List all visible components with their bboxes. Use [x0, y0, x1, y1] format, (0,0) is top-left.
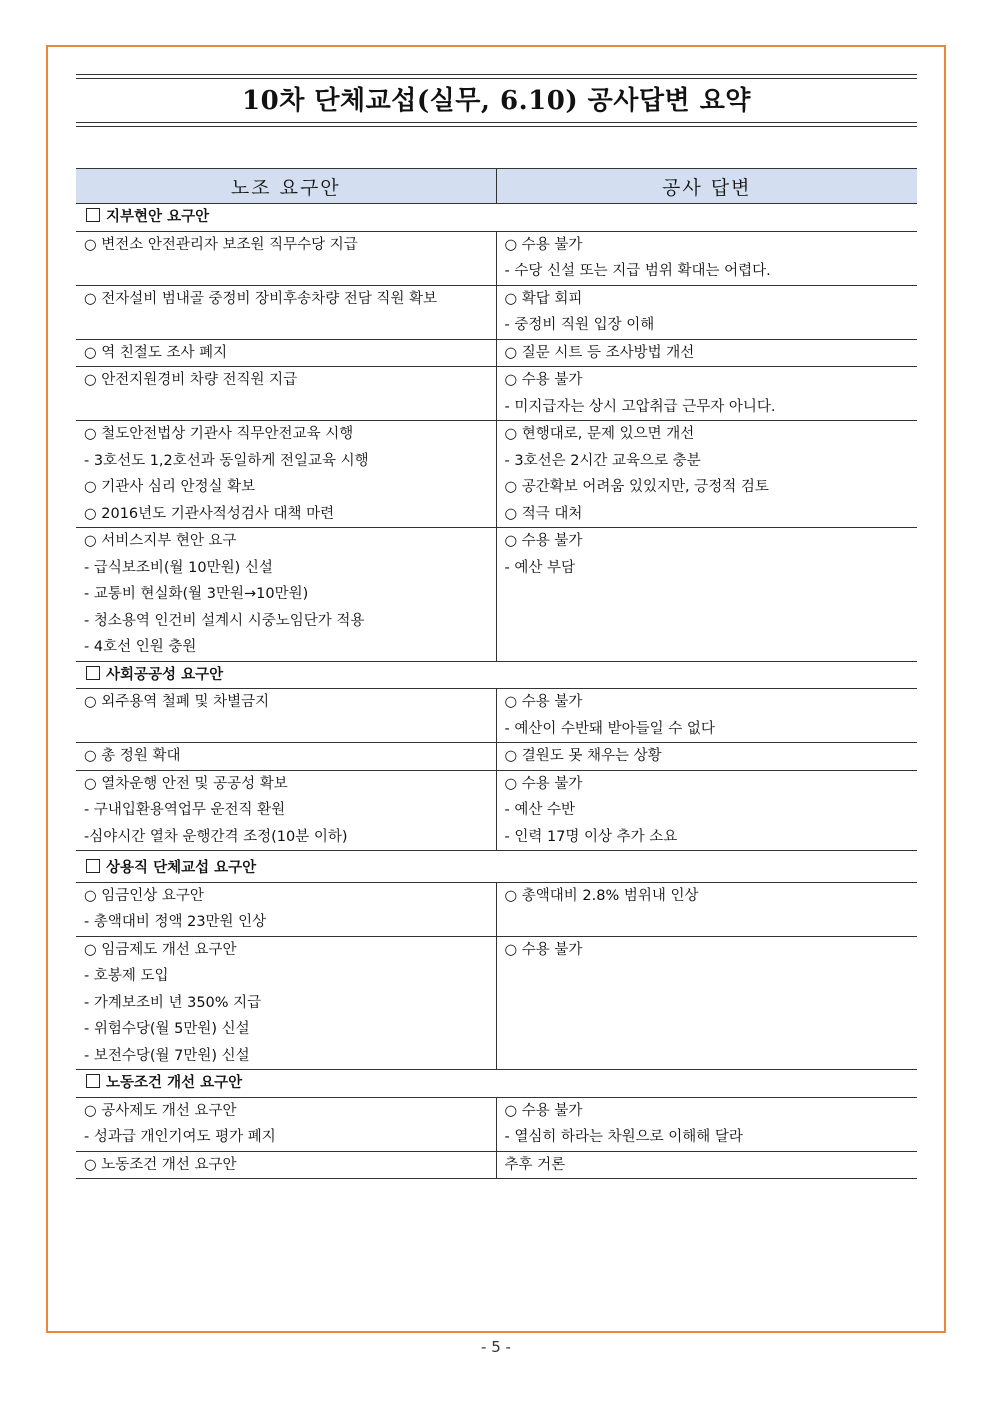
page-title: 10차 단체교섭(실무, 6.10) 공사답변 요약: [242, 86, 751, 116]
header-union-demands: 노조 요구안: [76, 169, 496, 204]
title-rule: [76, 74, 917, 75]
answer-line: - 예산 수반: [504, 802, 575, 818]
answer-cell: [496, 285, 917, 339]
answer-line: ○ 수용 불가: [504, 941, 583, 958]
demand-line: ○ 철도안전법상 기관사 직무안전교육 시행: [84, 426, 354, 442]
answer-cell: [496, 339, 917, 367]
demand-cell: [76, 770, 496, 851]
demand-line: ○ 외주용역 철폐 및 차별금지: [84, 694, 270, 710]
table-row: [76, 1151, 917, 1179]
answer-cell: [496, 743, 917, 771]
demand-line: ○ 기관사 심리 안정실 확보: [84, 479, 256, 495]
demand-cell: [76, 1151, 496, 1179]
answer-cell: [496, 1151, 917, 1179]
answer-line: ○ 적극 대처: [504, 505, 583, 522]
answer-cell: [496, 1097, 917, 1151]
demand-line: - 구내입환용역업무 운전직 환원: [84, 802, 286, 818]
answer-line: ○ 수용 불가: [504, 236, 583, 253]
demand-cell: [76, 421, 496, 528]
demand-line: - 급식보조비(월 10만원) 신설: [84, 559, 273, 576]
demand-line: - 위험수당(월 5만원) 신설: [84, 1021, 250, 1037]
demand-line: ○ 열차운행 안전 및 공공성 확보: [84, 775, 288, 792]
table-row: [76, 421, 917, 528]
answer-line: ○ 수용 불가: [504, 694, 583, 710]
title-rule: [76, 78, 917, 79]
table-row: [76, 743, 917, 771]
demand-line: ○ 공사제도 개선 요구안: [84, 1102, 237, 1119]
table-row: [76, 231, 917, 285]
section-heading-text: 노동조건 개선 요구안: [106, 1075, 243, 1091]
demand-cell: [76, 367, 496, 421]
demand-cell: [76, 936, 496, 1070]
answer-line: ○ 현행대로, 문제 있으면 개선: [504, 426, 695, 442]
table-row: [76, 882, 917, 936]
demand-line: - 가계보조비 년 350% 지급: [84, 994, 262, 1011]
demand-cell: [76, 882, 496, 936]
answer-line: ○ 수용 불가: [504, 533, 583, 549]
table-row: [76, 339, 917, 367]
answer-line: - 3호선은 2시간 교육으로 충분: [504, 452, 701, 469]
answer-cell: [496, 770, 917, 851]
demand-line: - 교통비 현실화(월 3만원→10만원): [84, 586, 309, 602]
answer-line: ○ 확답 회피: [504, 290, 583, 307]
table-row: [76, 528, 917, 662]
summary-table-container: [76, 168, 917, 1179]
section-heading-text: 지부현안 요구안: [106, 209, 210, 225]
answer-line: - 중정비 직원 입장 이해: [504, 317, 655, 333]
answer-line: - 수당 신설 또는 지급 범위 확대는 어렵다.: [504, 263, 771, 279]
checkbox-square-icon: [86, 859, 100, 873]
answer-cell: [496, 231, 917, 285]
header-company-answer: 공사 답변: [496, 169, 917, 204]
table-body: [76, 204, 917, 1179]
table-row: [76, 770, 917, 851]
section-heading-text: 상용직 단체교섭 요구안: [106, 860, 257, 876]
demand-line: ○ 임금제도 개선 요구안: [84, 941, 237, 958]
checkbox-square-icon: [86, 208, 100, 222]
section-heading: [76, 204, 917, 232]
demand-cell: [76, 689, 496, 743]
demand-line: ○ 임금인상 요구안: [84, 887, 204, 904]
demand-line: - 3호선도 1,2호선과 동일하게 전일교육 시행: [84, 452, 369, 469]
answer-cell: [496, 367, 917, 421]
section-heading-row: [76, 851, 917, 883]
demand-line: ○ 2016년도 기관사적성검사 대책 마련: [84, 505, 335, 522]
demand-line: - 호봉제 도입: [84, 968, 169, 984]
section-heading-row: [76, 204, 917, 232]
answer-line: - 예산 부담: [504, 559, 575, 576]
section-heading: [76, 661, 917, 689]
answer-line: ○ 공간확보 어려움 있있지만, 긍정적 검토: [504, 479, 769, 495]
demand-line: - 성과급 개인기여도 평가 폐지: [84, 1129, 276, 1145]
answer-line: ○ 질문 시트 등 조사방법 개선: [504, 344, 695, 361]
demand-line: ○ 변전소 안전관리자 보조원 직무수당 지급: [84, 236, 358, 253]
section-heading-row: [76, 661, 917, 689]
demand-cell: [76, 1097, 496, 1151]
answer-cell: [496, 882, 917, 936]
demand-line: ○ 전자설비 범내골 중정비 장비후송차량 전담 직원 확보: [84, 290, 438, 307]
demand-cell: [76, 528, 496, 662]
table-header-row: [76, 169, 917, 204]
title-rule: [76, 126, 917, 127]
answer-cell: [496, 936, 917, 1070]
demand-line: ○ 총 정원 확대: [84, 748, 181, 764]
title-rule: [76, 122, 917, 123]
answer-line: - 미지급자는 상시 고압취급 근무자 아니다.: [504, 398, 776, 415]
section-heading-row: [76, 1070, 917, 1098]
table-row: [76, 936, 917, 1070]
table-row: [76, 367, 917, 421]
demand-cell: [76, 231, 496, 285]
demand-line: ○ 안전지원경비 차량 전직원 지급: [84, 372, 298, 388]
checkbox-square-icon: [86, 1074, 100, 1088]
demand-cell: [76, 743, 496, 771]
answer-line: ○ 수용 불가: [504, 1102, 583, 1119]
table-row: [76, 285, 917, 339]
table-row: [76, 689, 917, 743]
answer-line: - 예산이 수반돼 받아들일 수 없다: [504, 720, 715, 737]
demand-line: -심야시간 열차 운행간격 조정(10분 이하): [84, 828, 348, 845]
answer-line: ○ 수용 불가: [504, 775, 583, 792]
page-number: - 5 -: [481, 1338, 511, 1356]
answer-cell: [496, 689, 917, 743]
demand-line: - 청소용역 인건비 설계시 시중노임단가 적용: [84, 612, 365, 629]
demand-line: - 4호선 인원 충원: [84, 639, 197, 655]
answer-line: ○ 결원도 못 채우는 상황: [504, 748, 662, 764]
summary-table: [76, 168, 917, 1179]
demand-line: - 총액대비 정액 23만원 인상: [84, 914, 267, 930]
answer-line: ○ 총액대비 2.8% 범위내 인상: [504, 887, 699, 904]
demand-line: - 보전수당(월 7만원) 신설: [84, 1047, 250, 1064]
answer-line: - 인력 17명 이상 추가 소요: [504, 828, 678, 845]
answer-cell: [496, 421, 917, 528]
section-heading-text: 사회공공성 요구안: [106, 666, 224, 683]
demand-cell: [76, 339, 496, 367]
table-row: [76, 1097, 917, 1151]
answer-line: - 열심히 하라는 차원으로 이해해 달라: [504, 1129, 743, 1145]
section-heading: [76, 1070, 917, 1098]
answer-line: ○ 수용 불가: [504, 372, 583, 388]
demand-line: ○ 서비스지부 현안 요구: [84, 533, 237, 549]
section-heading: [76, 851, 917, 883]
checkbox-square-icon: [86, 666, 100, 680]
answer-line: 추후 거론: [504, 1156, 566, 1173]
demand-line: ○ 역 친절도 조사 폐지: [84, 344, 228, 361]
demand-cell: [76, 285, 496, 339]
demand-line: ○ 노동조건 개선 요구안: [84, 1156, 237, 1173]
answer-cell: [496, 528, 917, 662]
